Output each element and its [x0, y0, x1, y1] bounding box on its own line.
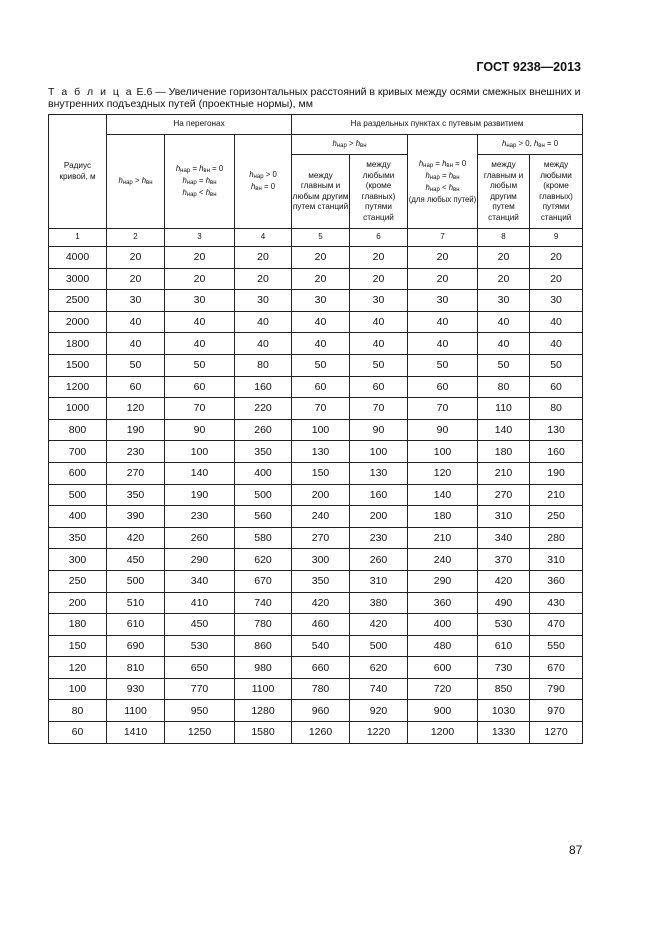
value-cell: 670 [530, 657, 583, 679]
value-cell: 650 [165, 657, 235, 679]
value-cell: 30 [235, 290, 292, 312]
column-number: 1 [49, 229, 107, 247]
radius-cell: 100 [49, 678, 107, 700]
value-cell: 200 [292, 484, 350, 506]
value-cell: 50 [478, 354, 530, 376]
value-cell: 210 [408, 527, 478, 549]
value-cell: 360 [408, 592, 478, 614]
table-row [49, 506, 583, 528]
value-cell: 130 [530, 419, 583, 441]
value-cell: 20 [165, 247, 235, 269]
radius-cell: 300 [49, 549, 107, 571]
header-col4-condition: hнар > 0 hвн = 0 [235, 135, 292, 229]
value-cell: 210 [478, 462, 530, 484]
table-caption-text: Е.6 — Увеличение горизонтальных расстояний в кривых между осями смежных внешних и внутренних подъездных путей (проектные нормы), мм [48, 86, 581, 110]
header-on-haul: На перегонах [107, 115, 292, 135]
value-cell: 100 [165, 441, 235, 463]
value-cell: 210 [530, 484, 583, 506]
value-cell: 350 [292, 570, 350, 592]
value-cell: 120 [408, 462, 478, 484]
value-cell: 40 [235, 333, 292, 355]
header-col7-condition: hнар = hвн = 0 hнар = hвн hнар < hвн (для любых путей) [408, 135, 478, 229]
value-cell: 60 [165, 376, 235, 398]
value-cell: 920 [350, 700, 408, 722]
value-cell: 420 [107, 527, 165, 549]
value-cell: 40 [107, 311, 165, 333]
radius-cell: 500 [49, 484, 107, 506]
value-cell: 240 [408, 549, 478, 571]
value-cell: 450 [107, 549, 165, 571]
value-cell: 500 [350, 635, 408, 657]
value-cell: 600 [408, 657, 478, 679]
value-cell: 40 [107, 333, 165, 355]
value-cell: 230 [107, 441, 165, 463]
value-cell: 20 [350, 268, 408, 290]
value-cell: 1100 [107, 700, 165, 722]
table-caption-label: Т а б л и ц а [48, 86, 134, 98]
table-row [49, 419, 583, 441]
value-cell: 20 [530, 268, 583, 290]
value-cell: 530 [165, 635, 235, 657]
table-row [49, 333, 583, 355]
value-cell: 660 [292, 657, 350, 679]
value-cell: 40 [350, 311, 408, 333]
table-body [49, 247, 583, 744]
value-cell: 60 [292, 376, 350, 398]
value-cell: 1410 [107, 722, 165, 744]
value-cell: 40 [530, 311, 583, 333]
header-group-nar-gt-0: hнар > 0, hвн = 0 [478, 135, 583, 155]
header-col9: между любыми (кроме главных) путями станций [530, 155, 583, 229]
value-cell: 180 [478, 441, 530, 463]
value-cell: 40 [408, 311, 478, 333]
value-cell: 340 [478, 527, 530, 549]
value-cell: 690 [107, 635, 165, 657]
table-row [49, 247, 583, 269]
value-cell: 140 [478, 419, 530, 441]
value-cell: 30 [165, 290, 235, 312]
value-cell: 20 [350, 247, 408, 269]
value-cell: 90 [165, 419, 235, 441]
radius-cell: 180 [49, 614, 107, 636]
value-cell: 950 [165, 700, 235, 722]
value-cell: 270 [107, 462, 165, 484]
value-cell: 40 [165, 333, 235, 355]
radius-cell: 2000 [49, 311, 107, 333]
value-cell: 20 [478, 268, 530, 290]
value-cell: 360 [530, 570, 583, 592]
value-cell: 30 [478, 290, 530, 312]
value-cell: 70 [350, 398, 408, 420]
radius-cell: 600 [49, 462, 107, 484]
value-cell: 90 [408, 419, 478, 441]
value-cell: 30 [292, 290, 350, 312]
value-cell: 470 [530, 614, 583, 636]
radius-cell: 3000 [49, 268, 107, 290]
value-cell: 190 [530, 462, 583, 484]
table-row [49, 635, 583, 657]
document-standard: ГОСТ 9238—2013 [476, 60, 581, 74]
value-cell: 350 [235, 441, 292, 463]
table-caption [48, 86, 588, 110]
value-cell: 100 [292, 419, 350, 441]
value-cell: 560 [235, 506, 292, 528]
value-cell: 500 [107, 570, 165, 592]
value-cell: 450 [165, 614, 235, 636]
radius-cell: 800 [49, 419, 107, 441]
radius-cell: 150 [49, 635, 107, 657]
value-cell: 100 [408, 441, 478, 463]
value-cell: 20 [292, 268, 350, 290]
value-cell: 250 [530, 506, 583, 528]
value-cell: 780 [235, 614, 292, 636]
value-cell: 390 [107, 506, 165, 528]
column-number: 8 [478, 229, 530, 247]
value-cell: 40 [530, 333, 583, 355]
value-cell: 30 [350, 290, 408, 312]
value-cell: 420 [350, 614, 408, 636]
radius-cell: 400 [49, 506, 107, 528]
page-number: 87 [569, 843, 583, 857]
value-cell: 30 [107, 290, 165, 312]
value-cell: 50 [165, 354, 235, 376]
table-row [49, 570, 583, 592]
value-cell: 550 [530, 635, 583, 657]
value-cell: 430 [530, 592, 583, 614]
value-cell: 40 [408, 333, 478, 355]
value-cell: 370 [478, 549, 530, 571]
value-cell: 260 [235, 419, 292, 441]
header-at-stations: На раздельных пунктах с путевым развитием [292, 115, 583, 135]
value-cell: 1580 [235, 722, 292, 744]
value-cell: 670 [235, 570, 292, 592]
value-cell: 620 [350, 657, 408, 679]
table-row [49, 484, 583, 506]
value-cell: 1260 [292, 722, 350, 744]
value-cell: 160 [235, 376, 292, 398]
value-cell: 120 [107, 398, 165, 420]
value-cell: 60 [350, 376, 408, 398]
value-cell: 270 [478, 484, 530, 506]
radius-cell: 350 [49, 527, 107, 549]
header-col3-condition: hнар = hвн = 0 hнар = hвн hнар < hвн [165, 135, 235, 229]
value-cell: 530 [478, 614, 530, 636]
radius-cell: 1800 [49, 333, 107, 355]
table-row [49, 354, 583, 376]
table-row [49, 462, 583, 484]
value-cell: 180 [408, 506, 478, 528]
value-cell: 50 [292, 354, 350, 376]
radius-cell: 2500 [49, 290, 107, 312]
column-number: 3 [165, 229, 235, 247]
value-cell: 720 [408, 678, 478, 700]
value-cell: 60 [408, 376, 478, 398]
value-cell: 1200 [408, 722, 478, 744]
value-cell: 160 [530, 441, 583, 463]
value-cell: 850 [478, 678, 530, 700]
value-cell: 260 [165, 527, 235, 549]
value-cell: 40 [478, 333, 530, 355]
radius-cell: 700 [49, 441, 107, 463]
table-row [49, 678, 583, 700]
value-cell: 200 [350, 506, 408, 528]
value-cell: 60 [107, 376, 165, 398]
value-cell: 30 [408, 290, 478, 312]
table-row [49, 614, 583, 636]
value-cell: 40 [165, 311, 235, 333]
table-row [49, 268, 583, 290]
value-cell: 610 [107, 614, 165, 636]
value-cell: 1280 [235, 700, 292, 722]
value-cell: 410 [165, 592, 235, 614]
value-cell: 280 [530, 527, 583, 549]
header-group-nar-gt-vn: hнар > hвн [292, 135, 408, 155]
value-cell: 190 [165, 484, 235, 506]
value-cell: 400 [235, 462, 292, 484]
value-cell: 160 [350, 484, 408, 506]
value-cell: 960 [292, 700, 350, 722]
value-cell: 780 [292, 678, 350, 700]
value-cell: 310 [478, 506, 530, 528]
radius-cell: 250 [49, 570, 107, 592]
value-cell: 20 [235, 247, 292, 269]
value-cell: 30 [530, 290, 583, 312]
value-cell: 20 [408, 247, 478, 269]
header-col5: между главным и любым другим путем станций [292, 155, 350, 229]
radius-cell: 200 [49, 592, 107, 614]
value-cell: 20 [107, 247, 165, 269]
value-cell: 610 [478, 635, 530, 657]
value-cell: 110 [478, 398, 530, 420]
value-cell: 1100 [235, 678, 292, 700]
value-cell: 970 [530, 700, 583, 722]
data-table [48, 114, 583, 744]
value-cell: 70 [165, 398, 235, 420]
value-cell: 420 [292, 592, 350, 614]
value-cell: 50 [408, 354, 478, 376]
value-cell: 230 [165, 506, 235, 528]
table-row [49, 549, 583, 571]
header-radius: Радиус кривой, м [49, 115, 107, 229]
value-cell: 100 [350, 441, 408, 463]
value-cell: 980 [235, 657, 292, 679]
radius-cell: 60 [49, 722, 107, 744]
value-cell: 270 [292, 527, 350, 549]
value-cell: 580 [235, 527, 292, 549]
table-row [49, 700, 583, 722]
table-row [49, 657, 583, 679]
value-cell: 900 [408, 700, 478, 722]
value-cell: 380 [350, 592, 408, 614]
value-cell: 20 [107, 268, 165, 290]
table-row [49, 722, 583, 744]
value-cell: 310 [350, 570, 408, 592]
value-cell: 740 [235, 592, 292, 614]
value-cell: 1250 [165, 722, 235, 744]
value-cell: 730 [478, 657, 530, 679]
table-row [49, 311, 583, 333]
value-cell: 620 [235, 549, 292, 571]
column-number: 7 [408, 229, 478, 247]
value-cell: 150 [292, 462, 350, 484]
value-cell: 70 [292, 398, 350, 420]
header-col2-condition: hнар > hвн [107, 135, 165, 229]
value-cell: 460 [292, 614, 350, 636]
value-cell: 740 [350, 678, 408, 700]
radius-cell: 1200 [49, 376, 107, 398]
value-cell: 40 [292, 311, 350, 333]
value-cell: 230 [350, 527, 408, 549]
table-row [49, 441, 583, 463]
value-cell: 20 [408, 268, 478, 290]
value-cell: 300 [292, 549, 350, 571]
column-number: 5 [292, 229, 350, 247]
value-cell: 770 [165, 678, 235, 700]
value-cell: 490 [478, 592, 530, 614]
value-cell: 80 [235, 354, 292, 376]
value-cell: 20 [478, 247, 530, 269]
value-cell: 1030 [478, 700, 530, 722]
value-cell: 220 [235, 398, 292, 420]
radius-cell: 4000 [49, 247, 107, 269]
value-cell: 810 [107, 657, 165, 679]
table-row [49, 290, 583, 312]
radius-cell: 120 [49, 657, 107, 679]
column-number-row [49, 229, 583, 247]
table-row [49, 527, 583, 549]
value-cell: 350 [107, 484, 165, 506]
value-cell: 260 [350, 549, 408, 571]
value-cell: 50 [107, 354, 165, 376]
value-cell: 90 [350, 419, 408, 441]
table-row [49, 398, 583, 420]
value-cell: 50 [350, 354, 408, 376]
value-cell: 130 [292, 441, 350, 463]
value-cell: 50 [530, 354, 583, 376]
value-cell: 20 [530, 247, 583, 269]
value-cell: 1270 [530, 722, 583, 744]
column-number: 4 [235, 229, 292, 247]
column-number: 9 [530, 229, 583, 247]
value-cell: 290 [408, 570, 478, 592]
value-cell: 790 [530, 678, 583, 700]
value-cell: 140 [408, 484, 478, 506]
value-cell: 400 [408, 614, 478, 636]
value-cell: 190 [107, 419, 165, 441]
value-cell: 20 [235, 268, 292, 290]
value-cell: 310 [530, 549, 583, 571]
value-cell: 240 [292, 506, 350, 528]
value-cell: 1330 [478, 722, 530, 744]
column-number: 2 [107, 229, 165, 247]
value-cell: 40 [350, 333, 408, 355]
radius-cell: 1000 [49, 398, 107, 420]
value-cell: 80 [478, 376, 530, 398]
value-cell: 1220 [350, 722, 408, 744]
value-cell: 40 [292, 333, 350, 355]
value-cell: 60 [530, 376, 583, 398]
value-cell: 130 [350, 462, 408, 484]
value-cell: 40 [478, 311, 530, 333]
value-cell: 40 [235, 311, 292, 333]
value-cell: 340 [165, 570, 235, 592]
header-col6: между любыми (кроме главных) путями станций [350, 155, 408, 229]
value-cell: 80 [530, 398, 583, 420]
value-cell: 540 [292, 635, 350, 657]
header-col8: между главным и любым другим путем станций [478, 155, 530, 229]
radius-cell: 80 [49, 700, 107, 722]
value-cell: 500 [235, 484, 292, 506]
value-cell: 140 [165, 462, 235, 484]
value-cell: 70 [408, 398, 478, 420]
table-row [49, 592, 583, 614]
value-cell: 20 [165, 268, 235, 290]
value-cell: 860 [235, 635, 292, 657]
value-cell: 20 [292, 247, 350, 269]
table-row [49, 376, 583, 398]
radius-cell: 1500 [49, 354, 107, 376]
value-cell: 510 [107, 592, 165, 614]
value-cell: 480 [408, 635, 478, 657]
value-cell: 290 [165, 549, 235, 571]
value-cell: 420 [478, 570, 530, 592]
value-cell: 930 [107, 678, 165, 700]
column-number: 6 [350, 229, 408, 247]
